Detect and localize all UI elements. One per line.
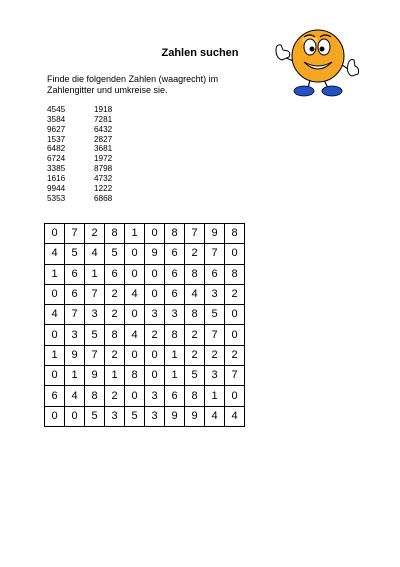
grid-cell[interactable]: 6 bbox=[105, 264, 125, 284]
number-list-item: 3584 bbox=[47, 114, 66, 124]
grid-cell[interactable]: 4 bbox=[205, 406, 225, 426]
grid-cell[interactable]: 9 bbox=[205, 224, 225, 244]
grid-cell[interactable]: 0 bbox=[125, 305, 145, 325]
grid-cell[interactable]: 0 bbox=[225, 386, 245, 406]
smiley-thumbs-up-icon bbox=[270, 20, 362, 98]
grid-cell[interactable]: 7 bbox=[185, 224, 205, 244]
grid-cell[interactable]: 2 bbox=[105, 386, 125, 406]
grid-cell[interactable]: 7 bbox=[85, 345, 105, 365]
number-list-item: 4545 bbox=[47, 105, 66, 114]
grid-cell[interactable]: 9 bbox=[85, 366, 105, 386]
grid-cell[interactable]: 3 bbox=[145, 406, 165, 426]
grid-cell[interactable]: 3 bbox=[205, 366, 225, 386]
number-list-item: 6868 bbox=[94, 193, 113, 203]
grid-cell[interactable]: 2 bbox=[105, 284, 125, 304]
number-list-item: 6432 bbox=[94, 124, 113, 134]
grid-cell[interactable]: 1 bbox=[125, 224, 145, 244]
grid-row bbox=[45, 305, 245, 325]
grid-cell[interactable]: 8 bbox=[185, 386, 205, 406]
grid-cell[interactable]: 5 bbox=[85, 406, 105, 426]
number-list-row bbox=[47, 154, 112, 164]
number-list-row bbox=[47, 105, 112, 115]
grid-cell[interactable]: 5 bbox=[65, 244, 85, 264]
grid-cell[interactable]: 2 bbox=[185, 345, 205, 365]
grid-cell[interactable]: 0 bbox=[45, 325, 65, 345]
number-list-row bbox=[47, 115, 112, 125]
grid-cell[interactable]: 0 bbox=[125, 345, 145, 365]
number-list-row bbox=[47, 184, 112, 194]
grid-cell[interactable]: 0 bbox=[125, 244, 145, 264]
grid-cell[interactable]: 1 bbox=[165, 366, 185, 386]
number-list-row bbox=[47, 174, 112, 184]
number-grid bbox=[44, 223, 245, 427]
grid-cell[interactable]: 5 bbox=[85, 325, 105, 345]
grid-row bbox=[45, 325, 245, 345]
number-list-item: 8798 bbox=[94, 164, 113, 174]
number-list-item: 1616 bbox=[47, 173, 66, 183]
grid-cell[interactable]: 8 bbox=[105, 224, 125, 244]
grid-row bbox=[45, 224, 245, 244]
number-list-row bbox=[47, 125, 112, 135]
grid-cell[interactable]: 0 bbox=[145, 366, 165, 386]
grid-cell[interactable]: 3 bbox=[165, 305, 185, 325]
grid-row bbox=[45, 366, 245, 386]
grid-cell[interactable]: 1 bbox=[45, 345, 65, 365]
page-title: Zahlen suchen bbox=[161, 47, 239, 59]
grid-cell[interactable]: 4 bbox=[125, 284, 145, 304]
grid-cell[interactable]: 5 bbox=[105, 244, 125, 264]
grid-cell[interactable]: 6 bbox=[45, 386, 65, 406]
grid-cell[interactable]: 5 bbox=[125, 406, 145, 426]
grid-cell[interactable]: 2 bbox=[225, 345, 245, 365]
grid-cell[interactable]: 4 bbox=[185, 284, 205, 304]
grid-cell[interactable]: 2 bbox=[225, 284, 245, 304]
grid-cell[interactable]: 8 bbox=[165, 224, 185, 244]
grid-cell[interactable]: 8 bbox=[125, 366, 145, 386]
grid-cell[interactable]: 0 bbox=[45, 366, 65, 386]
grid-cell[interactable]: 3 bbox=[85, 305, 105, 325]
grid-cell[interactable]: 5 bbox=[185, 366, 205, 386]
grid-cell[interactable]: 6 bbox=[65, 264, 85, 284]
number-list-item: 6724 bbox=[47, 154, 66, 164]
grid-row bbox=[45, 406, 245, 426]
grid-cell[interactable]: 2 bbox=[185, 325, 205, 345]
grid-cell[interactable]: 0 bbox=[45, 406, 65, 426]
number-list-item: 7281 bbox=[94, 114, 113, 124]
grid-cell[interactable]: 0 bbox=[225, 244, 245, 264]
grid-cell[interactable]: 4 bbox=[125, 325, 145, 345]
grid-cell[interactable]: 0 bbox=[45, 284, 65, 304]
number-list-item: 9627 bbox=[47, 124, 66, 134]
grid-cell[interactable]: 3 bbox=[205, 284, 225, 304]
grid-cell[interactable]: 0 bbox=[145, 264, 165, 284]
number-list-item: 3681 bbox=[94, 144, 113, 154]
grid-cell[interactable]: 0 bbox=[65, 406, 85, 426]
number-list-item: 1537 bbox=[47, 134, 66, 144]
grid-cell[interactable]: 7 bbox=[205, 244, 225, 264]
grid-cell[interactable]: 8 bbox=[185, 305, 205, 325]
grid-cell[interactable]: 0 bbox=[45, 224, 65, 244]
grid-cell[interactable]: 0 bbox=[225, 325, 245, 345]
grid-row bbox=[45, 244, 245, 264]
number-list-item: 5353 bbox=[47, 193, 66, 203]
grid-cell[interactable]: 8 bbox=[105, 325, 125, 345]
grid-cell[interactable]: 0 bbox=[145, 284, 165, 304]
grid-cell[interactable]: 4 bbox=[225, 406, 245, 426]
grid-cell[interactable]: 8 bbox=[185, 264, 205, 284]
grid-cell[interactable]: 0 bbox=[125, 264, 145, 284]
grid-cell[interactable]: 6 bbox=[165, 284, 185, 304]
grid-cell[interactable]: 1 bbox=[205, 386, 225, 406]
grid-cell[interactable]: 2 bbox=[205, 345, 225, 365]
number-list-item: 9944 bbox=[47, 183, 66, 193]
grid-cell[interactable]: 6 bbox=[165, 386, 185, 406]
grid-cell[interactable]: 9 bbox=[65, 345, 85, 365]
grid-cell[interactable]: 1 bbox=[105, 366, 125, 386]
grid-cell[interactable]: 9 bbox=[145, 244, 165, 264]
grid-cell[interactable]: 0 bbox=[145, 345, 165, 365]
grid-cell[interactable]: 6 bbox=[65, 284, 85, 304]
grid-cell[interactable]: 4 bbox=[45, 305, 65, 325]
number-list-row bbox=[47, 144, 112, 154]
grid-cell[interactable]: 8 bbox=[225, 264, 245, 284]
grid-cell[interactable]: 6 bbox=[165, 264, 185, 284]
grid-row bbox=[45, 386, 245, 406]
grid-cell[interactable]: 2 bbox=[185, 244, 205, 264]
grid-cell[interactable]: 6 bbox=[165, 244, 185, 264]
grid-cell[interactable]: 4 bbox=[85, 244, 105, 264]
grid-cell[interactable]: 3 bbox=[145, 305, 165, 325]
grid-cell[interactable]: 2 bbox=[105, 305, 125, 325]
number-list-item: 3385 bbox=[47, 164, 66, 174]
grid-cell[interactable]: 0 bbox=[125, 386, 145, 406]
number-list-item: 1222 bbox=[94, 183, 113, 193]
grid-cell[interactable]: 2 bbox=[85, 224, 105, 244]
number-list-item: 4732 bbox=[94, 173, 113, 183]
grid-cell[interactable]: 8 bbox=[225, 224, 245, 244]
grid-cell[interactable]: 9 bbox=[185, 406, 205, 426]
grid-cell[interactable]: 7 bbox=[225, 366, 245, 386]
grid-cell[interactable]: 3 bbox=[105, 406, 125, 426]
grid-cell[interactable]: 0 bbox=[225, 305, 245, 325]
grid-cell[interactable]: 6 bbox=[205, 264, 225, 284]
number-list-row bbox=[47, 194, 112, 204]
grid-cell[interactable]: 8 bbox=[85, 386, 105, 406]
grid-cell[interactable]: 8 bbox=[165, 325, 185, 345]
grid-row bbox=[45, 345, 245, 365]
grid-cell[interactable]: 0 bbox=[145, 224, 165, 244]
number-list-row bbox=[47, 164, 112, 174]
number-list-item: 1972 bbox=[94, 154, 113, 164]
grid-row bbox=[45, 264, 245, 284]
number-list bbox=[47, 105, 112, 203]
grid-cell[interactable]: 1 bbox=[85, 264, 105, 284]
number-list-row bbox=[47, 135, 112, 145]
grid-cell[interactable]: 3 bbox=[65, 325, 85, 345]
grid-cell[interactable]: 4 bbox=[65, 386, 85, 406]
number-list-item: 1918 bbox=[94, 105, 113, 114]
number-list-item: 2827 bbox=[94, 134, 113, 144]
grid-cell[interactable]: 2 bbox=[105, 345, 125, 365]
grid-cell[interactable]: 4 bbox=[45, 244, 65, 264]
grid-cell[interactable]: 2 bbox=[145, 325, 165, 345]
grid-row bbox=[45, 284, 245, 304]
grid-cell[interactable]: 1 bbox=[45, 264, 65, 284]
number-list-item: 6482 bbox=[47, 144, 66, 154]
grid-cell[interactable]: 7 bbox=[205, 325, 225, 345]
instruction-text: Finde die folgenden Zahlen (waagrecht) im Zahlengitter und umkreise sie. bbox=[47, 74, 219, 95]
grid-cell[interactable]: 3 bbox=[145, 386, 165, 406]
grid-cell[interactable]: 1 bbox=[165, 345, 185, 365]
grid-cell[interactable]: 9 bbox=[165, 406, 185, 426]
grid-cell[interactable]: 1 bbox=[65, 366, 85, 386]
grid-cell[interactable]: 7 bbox=[65, 224, 85, 244]
grid-cell[interactable]: 7 bbox=[85, 284, 105, 304]
grid-cell[interactable]: 7 bbox=[65, 305, 85, 325]
grid-cell[interactable]: 5 bbox=[205, 305, 225, 325]
